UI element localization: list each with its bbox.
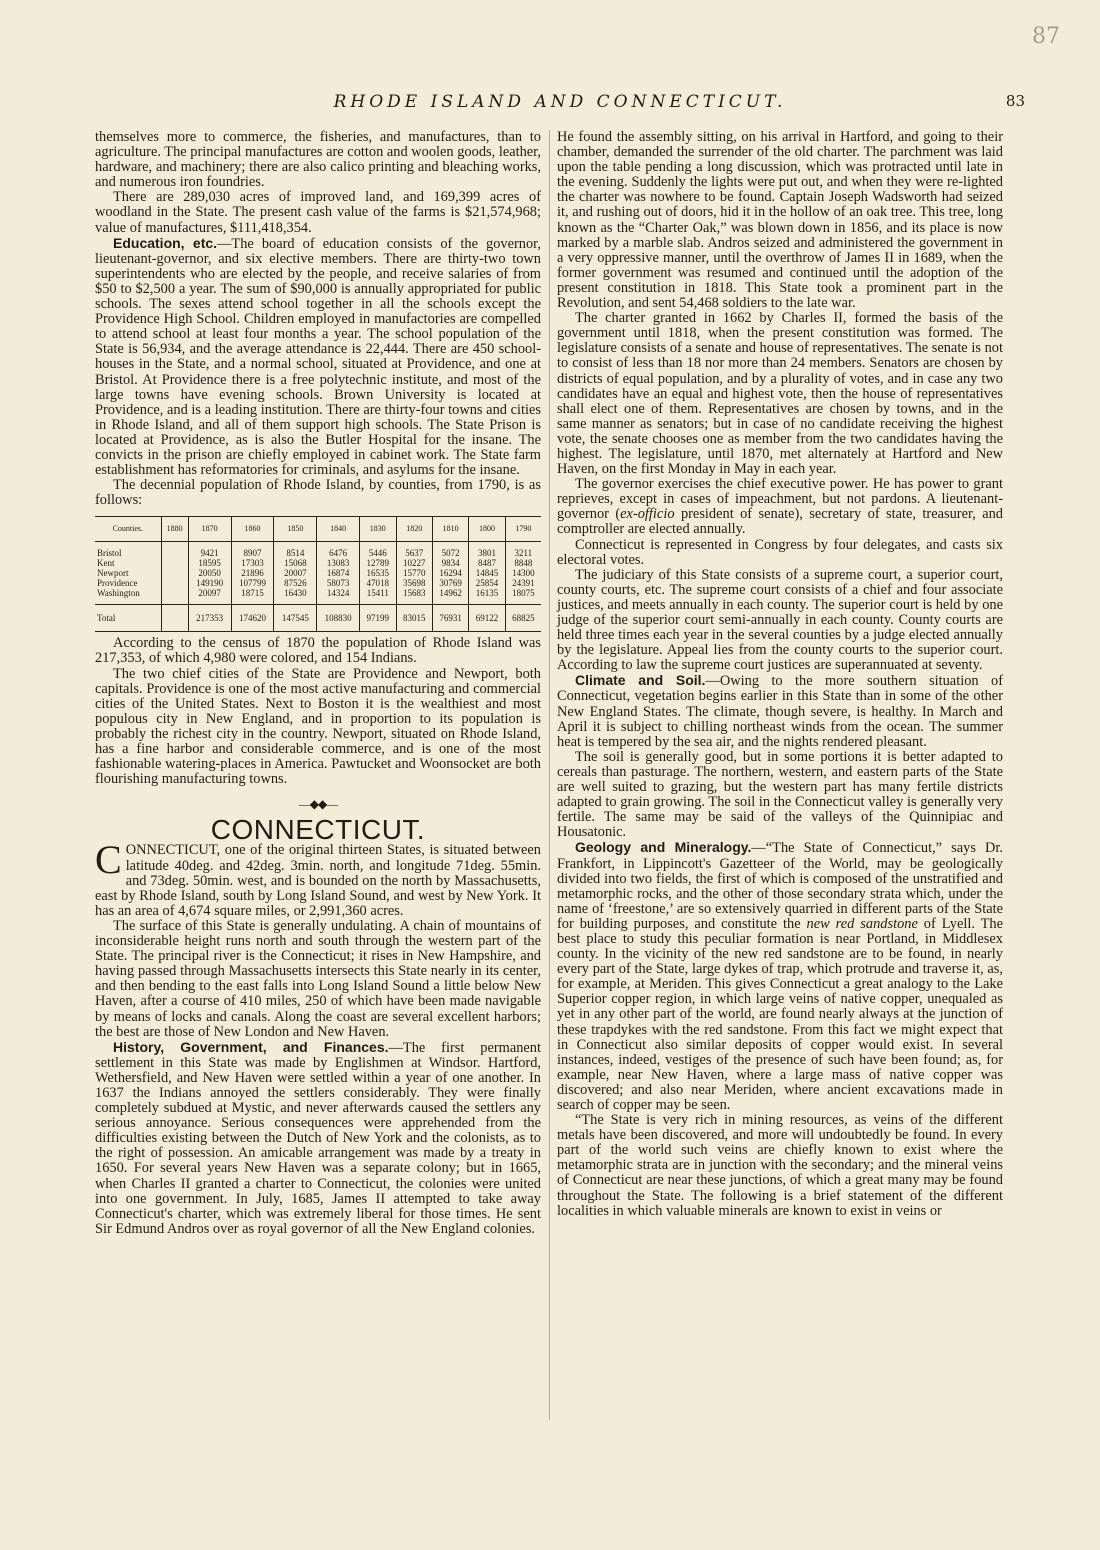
table-cell: 16294 (432, 568, 468, 578)
column-header: 1810 (432, 517, 468, 542)
page-header (95, 92, 1025, 118)
table-cell: 17303 (231, 558, 274, 568)
table-cell: 174620 (231, 605, 274, 632)
table-cell: 14324 (317, 588, 360, 605)
table-cell: 107799 (231, 578, 274, 588)
table-cell: 69122 (469, 605, 505, 632)
table-cell: 24391 (512, 578, 535, 589)
table-total-row (95, 605, 541, 632)
table-row (95, 542, 541, 559)
handwritten-page-mark: 87 (1032, 24, 1060, 49)
paragraph (557, 477, 1003, 537)
run-in-heading: History, Government, and Finances. (113, 1038, 389, 1055)
section-title: CONNECTICUT. (210, 814, 426, 846)
column-header: 1830 (360, 517, 396, 542)
column-header: 1820 (396, 517, 432, 542)
table-cell: 21896 (231, 568, 274, 578)
table-cell: 16135 (469, 588, 505, 605)
table-cell: 147545 (274, 605, 317, 632)
table-row (95, 558, 541, 568)
paragraph (95, 236, 541, 479)
column-header: 1800 (469, 517, 505, 542)
table-cell: 18595 (188, 558, 231, 568)
table-cell: 10227 (396, 558, 432, 568)
paragraph: The judiciary of this State consists of a supreme court, a superior court, county courts, etc. The supreme court consists of a chief and four associate justices, and meets annually in each county. The superior court is held by one judge of the superior court semi-annually in each county. County courts are held three times each year in the several counties by a judge elected annually by the legislature. Appeal lies from the county courts to the superior court. According to law the supreme court justices are superannuated at seventy. (557, 566, 1003, 674)
table-cell: 18075 (512, 588, 535, 599)
table-cell: 15411 (360, 588, 396, 605)
table-cell: 87526 (274, 578, 317, 588)
table-cell: 16430 (274, 588, 317, 605)
column-header: 1840 (317, 517, 360, 542)
population-table (95, 516, 541, 632)
paragraph: He found the assembly sitting, on his arrival in Hartford, and going to their chamber, demanded the surrender of the old charter. The parchment was laid upon the table pending a long discussion, which was protracted until late in the evening. Suddenly the lights were put out, and when they were re-lighted the charter was nowhere to be found. Captain Joseph Wadsworth had seized it, and rushing out of doors, hid it in the hollow of an oak tree. This tree, long known as the “Charter Oak,” was blown down in 1856, and its place is now marked by a marble slab. Andros seized and administered the government in a very oppressive manner, until the overthrow of James II in 1689, when the former government was resumed and continued until the adoption of the present constitution in 1818. This State took a prominent part in the Revolution, and sent 54,468 soldiers to the late war. (557, 129, 1003, 312)
paragraph-body: —Owing to the more southern situation of Connecticut, vegetation begins earlier in this State than in some of the other New England States. The climate, though severe, is healthy. In March and April it is subject to chilling northeast winds from the ocean. The summer heat is tempered by the sea air, and the nights rendered pleasant. (557, 673, 1003, 750)
paragraph (95, 837, 541, 919)
county-name: Kent (95, 558, 161, 568)
table-cell (161, 558, 188, 568)
county-name: Bristol (95, 542, 161, 559)
paragraph: “The State is very rich in mining resources, as veins of the different metals have been discovered, and more will undoubtedly be found. In every part of the world such veins are chiefly known to exist where the metamorphic strata are in junction with the secondary; and the mineral veins of Connecticut are near these junctions, of which a great many may be found throughout the State. The following is a brief statement of the different localities in which valuable minerals are known to exist in veins or (557, 1112, 1003, 1219)
italic-text: ex-officio (620, 506, 675, 523)
table-cell: 30769 (432, 578, 468, 588)
table-cell: 12789 (360, 558, 396, 568)
table-cell: 14845 (469, 568, 505, 578)
table-cell: 9421 (188, 542, 231, 559)
column-header: 1880 (161, 517, 188, 542)
table-cell: 35698 (396, 578, 432, 588)
table-cell: 20097 (188, 588, 231, 605)
column-divider (549, 130, 550, 1420)
county-name: Newport (95, 568, 161, 578)
paragraph (557, 840, 1003, 1113)
table-cell: 3211 (514, 548, 533, 559)
table-row (95, 578, 541, 588)
page-number: 83 (1005, 92, 1025, 110)
table-cell: 15683 (396, 588, 432, 605)
paragraph (95, 1040, 541, 1237)
table-cell: 5446 (360, 542, 396, 559)
table-cell: 6476 (317, 542, 360, 559)
column-header: 1860 (231, 517, 274, 542)
table-cell: 15068 (274, 558, 317, 568)
left-column (95, 130, 541, 1237)
run-in-heading: Climate and Soil. (575, 672, 706, 689)
column-header: 1850 (274, 517, 317, 542)
table-cell: 13083 (317, 558, 360, 568)
table-cell: 58073 (317, 578, 360, 588)
table-header-row (95, 517, 541, 542)
table-cell: 25854 (469, 578, 505, 588)
table-cell (161, 605, 188, 632)
run-in-heading: Geology and Mineralogy. (575, 839, 752, 856)
table-cell: 16535 (360, 568, 396, 578)
county-name: Washington (95, 588, 161, 605)
paragraph: The surface of this State is generally undulating. A chain of mountains of inconsiderable height runs north and south through the western part of the State. The principal river is the Connecticut; it rises in New Hampshire, and having passed through Massachusetts intersects this State nearly in its center, and then bending to the east falls into Long Island Sound a little below New Haven, after a course of 410 miles, 250 of which have been made navigable by means of locks and canals. Along the coast are several excellent harbors; the best are those of New London and New Haven. (95, 917, 541, 1040)
table-body (95, 542, 541, 605)
table-cell (161, 568, 188, 578)
run-in-heading: Education, etc. (113, 234, 218, 251)
paragraph (557, 673, 1003, 749)
table-cell: 9834 (432, 558, 468, 568)
table-cell: 16874 (317, 568, 360, 578)
table-cell: 8907 (231, 542, 274, 559)
paragraph-text: —“The State of Connecticut,” says Dr. Frankfort, in Lippincott's Gazetteer of the World, may be geologically divided into two fields, the first of which is composed of the unstratified and metamorphic rocks, and the other of those secondary strata which, under the name of ‘freestone,’ are so extensively quarried in different parts of the State for building purposes, and constitute the (557, 840, 1003, 932)
table-row (95, 568, 541, 578)
paragraph-text: of Lyell. The best place to study this peculiar formation is near Portland, in Middlesex county. In the vicinity of the new red sandstone are to be found, in nearly every part of the State, large dykes of trap, which protrude and traverse it, as, for example, at Meriden. This gives Connecticut a great analogy to the Lake Superior copper region, in which large veins of native copper, unequaled as yet in any other part of the world, are found nearly always at the junction of these trapdykes with the red sandstone. From this fact we might expect that in Connecticut also similar deposits of copper would exist. In several instances, indeed, vestiges of the presence of such have been found; as, for example, near New Haven, where a large mass of native copper was discovered; and also near Meriden, where ancient excavations made in search of copper may be seen. (557, 915, 1003, 1113)
table-cell: 5637 (396, 542, 432, 559)
section-ornament: —◆◆— (298, 797, 338, 812)
table-cell: 217353 (188, 605, 231, 632)
table-cell: 5072 (432, 542, 468, 559)
table-cell: 20007 (274, 568, 317, 578)
county-name: Providence (95, 578, 161, 588)
paragraph: Connecticut is represented in Congress by four delegates, and casts six electoral votes. (557, 536, 1003, 568)
column-header: Counties. (95, 517, 161, 542)
column-header: 1790 (505, 517, 541, 542)
table-cell: 68825 (505, 605, 541, 632)
paragraph: There are 289,030 acres of improved land, and 169,399 acres of woodland in the State. The present cash value of the farms is $21,574,968; value of manufactures, $111,418,354. (95, 189, 541, 236)
running-head: RHODE ISLAND AND CONNECTICUT. (333, 92, 787, 112)
table-cell: 20050 (188, 568, 231, 578)
table-cell: 76931 (432, 605, 468, 632)
drop-cap: C (95, 837, 122, 883)
table-cell: 108830 (317, 605, 360, 632)
right-column (557, 130, 1003, 1219)
table-cell: 8848 (514, 558, 533, 569)
table-cell: 8514 (274, 542, 317, 559)
table-cell: 14300 (512, 568, 535, 579)
paragraph: The decennial population of Rhode Island, by counties, from 1790, is as follows: (95, 477, 541, 509)
table-cell (161, 578, 188, 588)
total-label: Total (95, 605, 161, 632)
paragraph-text: president of senate), secretary of state, treasurer, and comptroller are elected annually. (557, 506, 1003, 538)
column-header: 1870 (188, 517, 231, 542)
paragraph: The soil is generally good, but in some portions it is better adapted to cereals than pasturage. The northern, western, and eastern parts of the State are well suited to grazing, but the western part has many fertile districts adapted to grain growing. The soil in the Connecticut valley is generally very fertile. The same may be said of the valleys of the Quinnipiac and Housatonic. (557, 748, 1003, 841)
paragraph-text: The governor exercises the chief executive power. He has power to grant reprieves, except in cases of impeachment, but not pardons. A lieutenant-governor ( (557, 476, 1003, 523)
table-cell: 3801 (469, 542, 505, 559)
paragraph: The two chief cities of the State are Providence and Newport, both capitals. Providence is one of the most active manufacturing and commercial cities of the United States. Next to Boston it is the wealthiest and most populous city in New England, and in proportion to its population is probably the richest city in the country. Newport, situated on Rhode Island, has a fine harbor and considerable commerce, and is one of the most fashionable watering-places in America. Pawtucket and Woonsocket are both flourishing manufacturing towns. (95, 665, 541, 788)
table-cell: 14962 (432, 588, 468, 605)
table-cell: 15770 (396, 568, 432, 578)
italic-text: new red sandstone (806, 915, 918, 932)
table-cell (161, 588, 188, 605)
table-cell: 83015 (396, 605, 432, 632)
paragraph: The charter granted in 1662 by Charles II, formed the basis of the government until 1818, when the present constitution was formed. The legislature consists of a senate and house of representatives. The senate is not to consist of less than 18 nor more than 24 members. Senators are chosen by districts of equal population, and by a plurality of votes, and in case any two candidates have an equal and highest vote, then the house of representatives shall elect one of them. Representatives are chosen by towns, and in the same manner as senators; but in case of no candidate receiving the highest vote, the senate chooses one as member from the two candidates having the highest. The legislature, until 1870, met alternately at Hartford and New Haven, on the first Monday in May in each year. (557, 310, 1003, 478)
table-cell: 149190 (188, 578, 231, 588)
table-cell: 47018 (360, 578, 396, 588)
paragraph-body: —The board of education consists of the governor, lieutenant-governor, and six elective members. There are thirty-two town superintendents who are elected by the people, and receive salaries of from $50 to $2,500 a year. The sum of $90,000 is annually appropriated for public schools. The sexes attend school together in all the schools except the Providence High School. Children employed in manufactories are compelled to attend school at least four months a year. The school population of the State is 56,934, and the average attendance is 22,444. There are 450 school-houses in the State, and a normal school, situated at Providence, and one at Bristol. At Providence there is a free polytechnic institute, and most of the large towns have evening schools. Brown University is located at Providence, and is a leading institution. There are thirty-four towns and cities in Rhode Island, and all of them support high schools. The State Prison is located at Providence, as is also the Butler Hospital for the insane. The convicts in the prison are chiefly employed in cabinet work. The State farm establishment has reformatories for criminals, and asylums for the insane. (95, 235, 541, 479)
table-cell: 8487 (469, 558, 505, 568)
paragraph-body: —The first permanent settlement in this State was made by Englishmen at Windsor. Hartford, Wethersfield, and New Haven were settled within a year of one another. In 1637 the Indians annoyed the settlers considerably. They were finally completely subdued at Mystic, and never afterwards caused the settlers any serious annoyance. Serious consequences were apprehended from the difficulties existing between the Dutch of New York and the colonists, as to the right of possession. An amicable arrangement was made by a treaty in 1650. For several years New Haven was a separate colony; but in 1665, when Charles II granted a charter to Connecticut, the colonies were united into one government. In July, 1685, James II attempted to take away Connecticut's charter, which was extremely liberal for those times. He sent Sir Edmund Andros over as royal governor of all the New England colonies. (95, 1039, 542, 1237)
paragraph: According to the census of 1870 the population of Rhode Island was 217,353, of which 4,980 were colored, and 154 Indians. (95, 635, 541, 667)
paragraph-body: ONNECTICUT, one of the original thirteen States, is situated between latitude 40deg. and 42deg. 3min. north, and longitude 71deg. 55min. and 73deg. 50min. west, and is bounded on the north by Massachusetts, east by Rhode Island, south by Long Island Sound, and west by New York. It has an area of 4,674 square miles, or 2,991,360 acres. (95, 842, 541, 919)
table-row (95, 588, 541, 605)
table-cell: 97199 (360, 605, 396, 632)
table-cell (161, 542, 188, 559)
paragraph: themselves more to commerce, the fisheries, and manufactures, than to agriculture. The principal manufactures are cotton and woolen goods, leather, hardware, and machinery; there are also calico printing and bleaching works, and numerous iron foundries. (95, 129, 541, 191)
table-cell: 18715 (231, 588, 274, 605)
